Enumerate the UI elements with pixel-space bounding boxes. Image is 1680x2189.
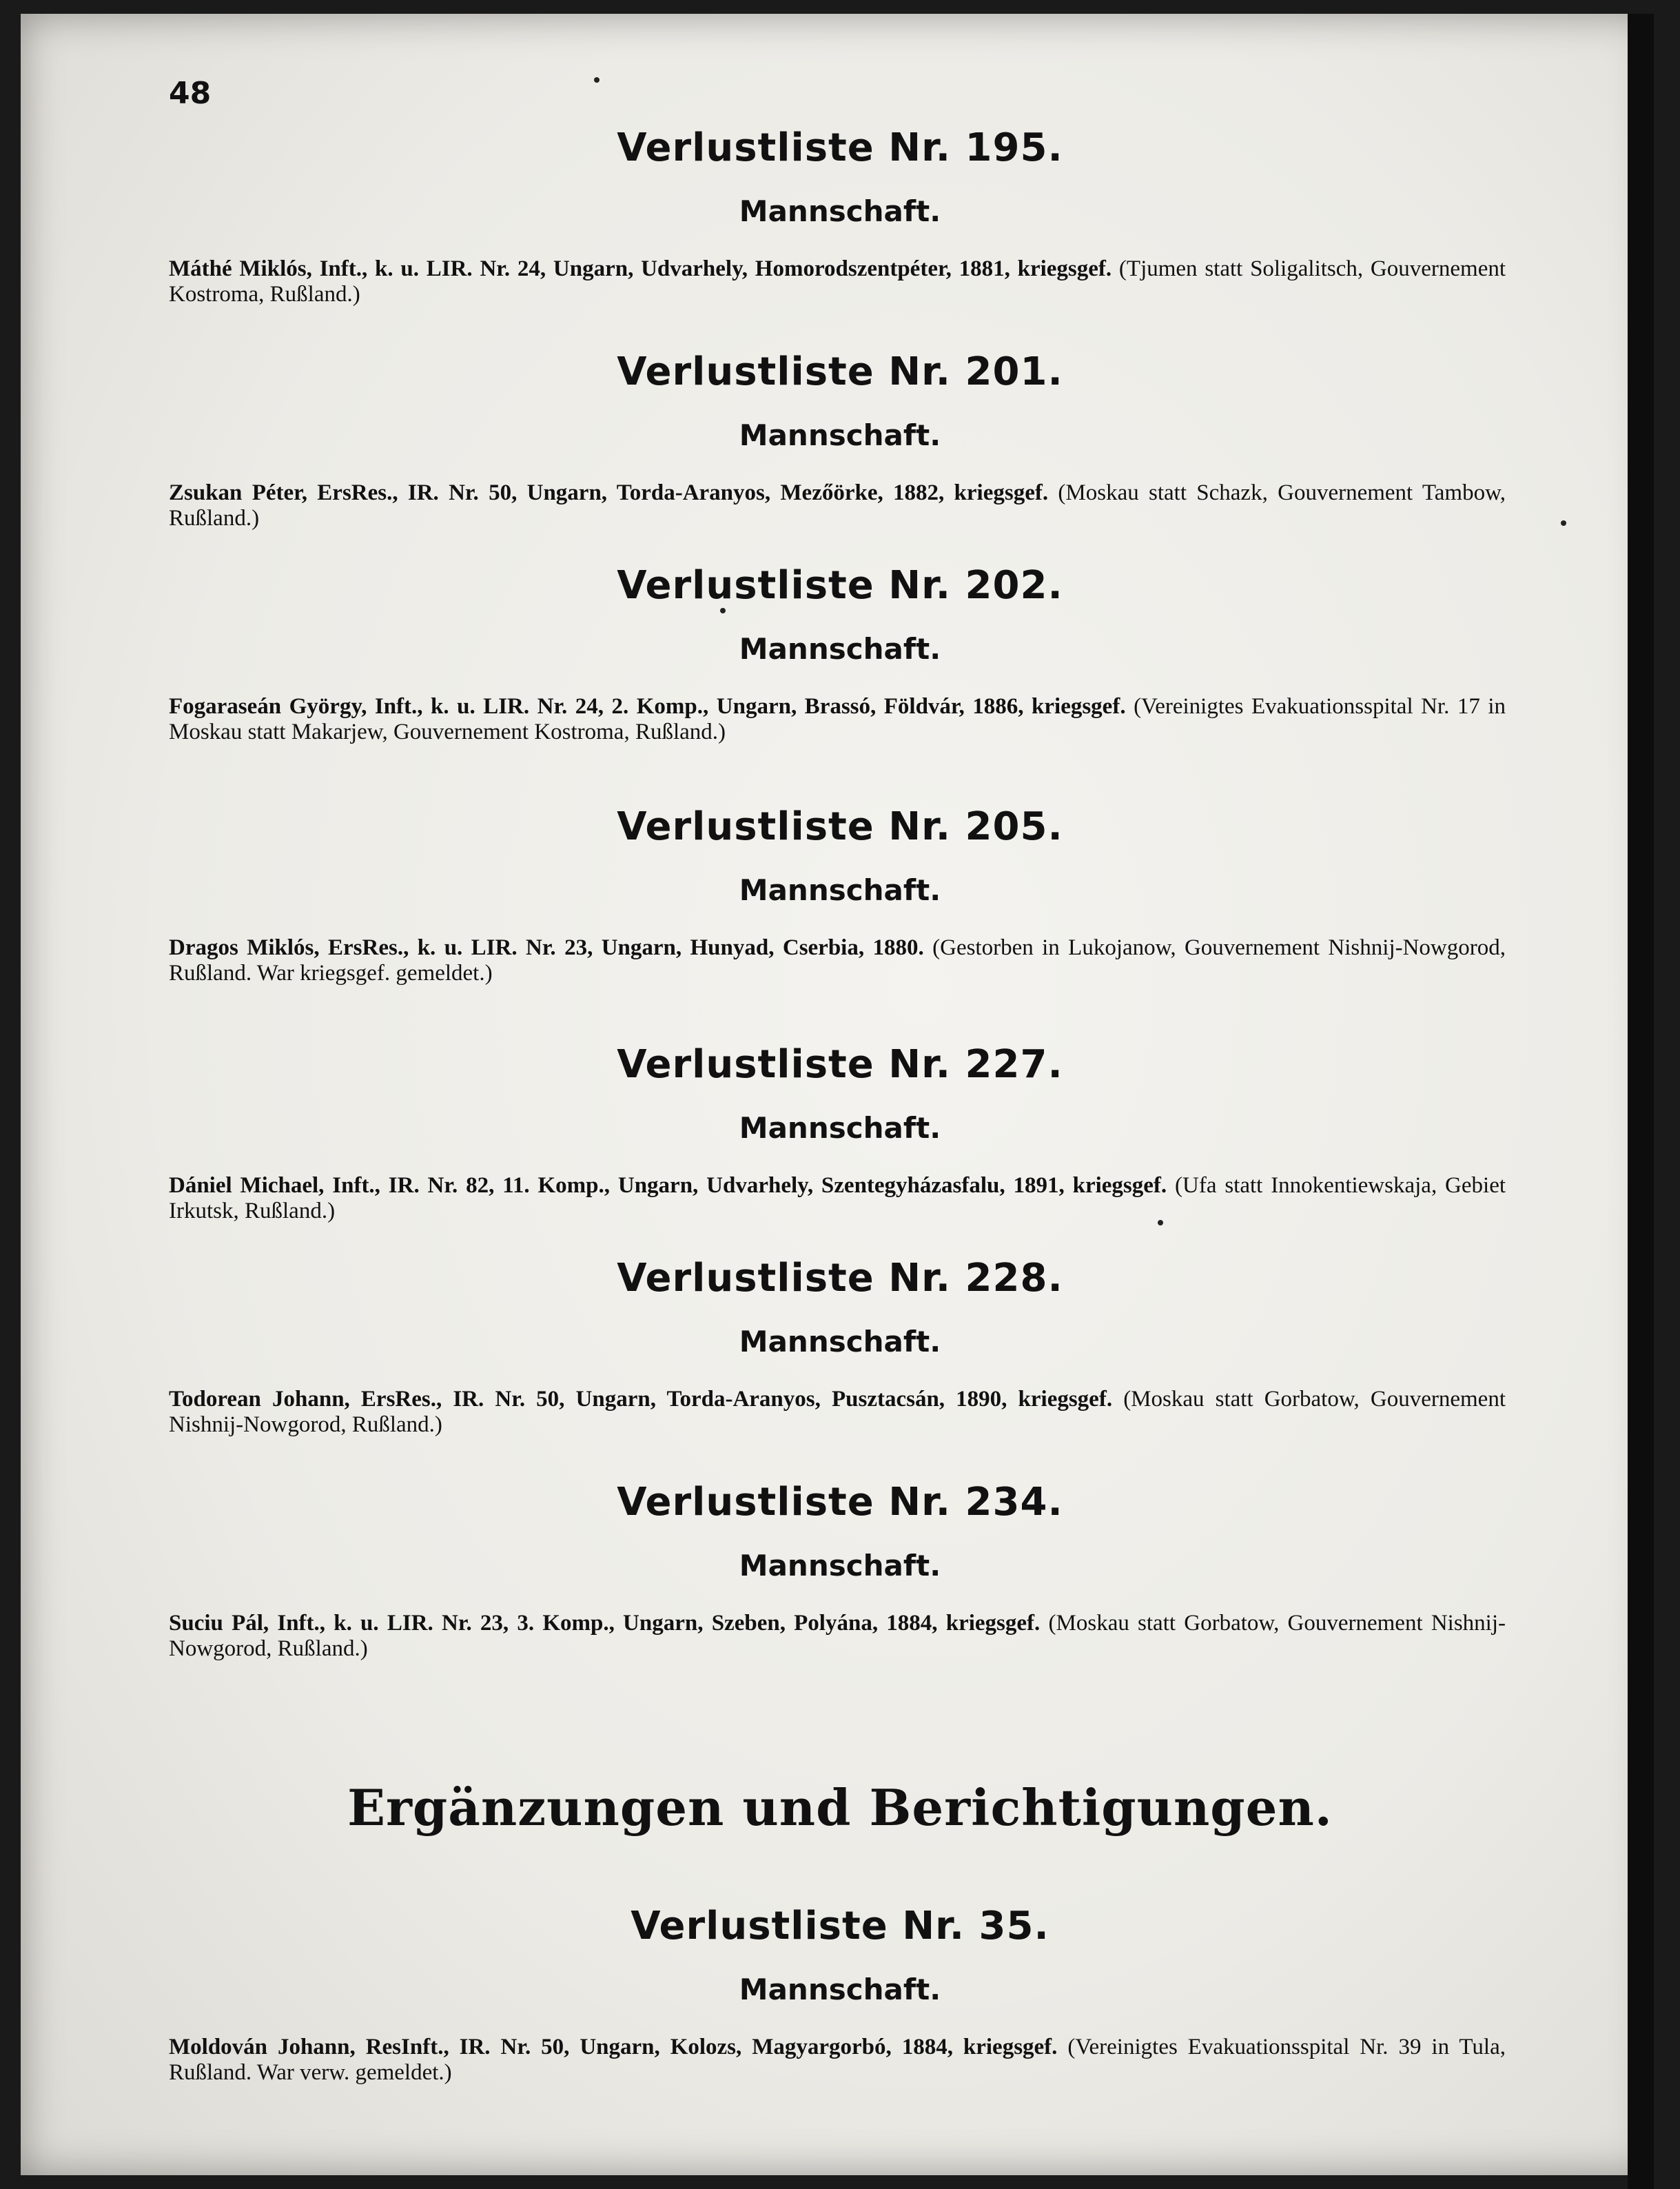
list-heading: Verlustliste Nr. 228. [617,1256,1063,1301]
casualty-entry [169,2035,1506,2086]
list-heading: Verlustliste Nr. 234. [617,1480,1063,1525]
list-heading: Verlustliste Nr. 201. [617,349,1063,394]
list-subheading: Mannschaft. [739,1549,941,1582]
ink-speck [1158,1220,1163,1225]
list-subheading: Mannschaft. [739,873,941,907]
ink-speck [720,608,726,613]
list-heading: Verlustliste Nr. 227. [617,1042,1063,1087]
entry-person: Moldován Johann, ResInft., IR. Nr. 50, Ungarn, Kolozs, Magyargorbó, 1884, kriegsgef. [169,2035,1058,2059]
ink-speck [594,77,600,83]
entry-person: Dániel Michael, Inft., IR. Nr. 82, 11. Komp., Ungarn, Udvarhely, Szentegyházasfalu, 1891, kriegsgef. [169,1173,1167,1198]
list-subheading: Mannschaft. [739,1325,941,1358]
list-subheading: Mannschaft. [739,418,941,452]
casualty-list-section [0,562,1680,745]
casualty-entry [169,935,1506,986]
supplement-section [0,1902,1680,2086]
casualty-list-section [0,803,1680,986]
entry-note: (Moskau statt Schazk, Gouvernement Tambow, Rußland.) [169,480,1506,531]
entry-person: Fogarasеán György, Inft., k. u. LIR. Nr. 24, 2. Komp., Ungarn, Brassó, Földvár, 1886, kriegsgef. [169,694,1126,719]
entry-person: Dragos Miklós, ErsRes., k. u. LIR. Nr. 23, Ungarn, Hunyad, Cserbia, 1880. [169,935,924,960]
casualty-entry [169,1611,1506,1662]
casualty-list-section [0,1041,1680,1224]
list-heading: Verlustliste Nr. 202. [617,563,1063,608]
entry-person: Máthé Miklós, Inft., k. u. LIR. Nr. 24, Ungarn, Udvarhely, Homorodszentpéter, 1881, kriegsgef. [169,256,1112,281]
casualty-list-section [0,124,1680,307]
list-heading: Verlustliste Nr. 205. [617,804,1063,849]
supplement-title: Ergänzungen und Berichtigungen. [347,1778,1333,1837]
list-heading: Verlustliste Nr. 35. [631,1904,1049,1948]
casualty-list-section [0,1254,1680,1438]
casualty-entry [169,694,1506,745]
list-subheading: Mannschaft. [739,1973,941,2006]
casualty-entry [169,480,1506,531]
ink-speck [1561,520,1566,526]
entry-note: (Tjumen statt Soligalitsch, Gouvernement Kostroma, Rußland.) [169,256,1506,307]
entry-person: Zsukan Péter, ErsRes., IR. Nr. 50, Ungarn, Torda-Aranyos, Mezőörke, 1882, kriegsgef. [169,480,1049,505]
page-number: 48 [169,76,212,111]
list-subheading: Mannschaft. [739,194,941,228]
casualty-entry [169,256,1506,307]
entry-note: (Gestorben in Lukojanow, Gouvernement Nishnij-Nowgorod, Rußland. War kriegsgef. gemeldet.) [169,935,1506,986]
entry-person: Todorean Johann, ErsRes., IR. Nr. 50, Ungarn, Torda-Aranyos, Pusztacsán, 1890, kriegsgef. [169,1387,1113,1412]
casualty-entry [169,1173,1506,1224]
list-subheading: Mannschaft. [739,1111,941,1145]
entry-note: (Vereinigtes Evakuationsspital Nr. 17 in Moskau statt Makarjew, Gouvernement Kostroma, Rußland.) [169,694,1506,744]
entry-note: (Ufa statt Innokentiewskaja, Gebiet Irkutsk, Rußland.) [169,1173,1506,1223]
casualty-entry [169,1387,1506,1438]
casualty-list-section [0,348,1680,531]
entry-person: Suciu Pál, Inft., k. u. LIR. Nr. 23, 3. Komp., Ungarn, Szeben, Polyána, 1884, kriegsgef. [169,1611,1041,1636]
entry-note: (Moskau statt Gorbatow, Gouvernement Nishnij-Nowgorod, Rußland.) [169,1387,1506,1437]
entry-note: (Vereinigtes Evakuationsspital Nr. 39 in Tula, Rußland. War verw. gemeldet.) [169,2035,1506,2085]
list-heading: Verlustliste Nr. 195. [617,125,1063,170]
list-subheading: Mannschaft. [739,632,941,666]
casualty-list-section [0,1478,1680,1662]
entry-note: (Moskau statt Gorbatow, Gouvernement Nishnij-Nowgorod, Rußland.) [169,1611,1506,1661]
